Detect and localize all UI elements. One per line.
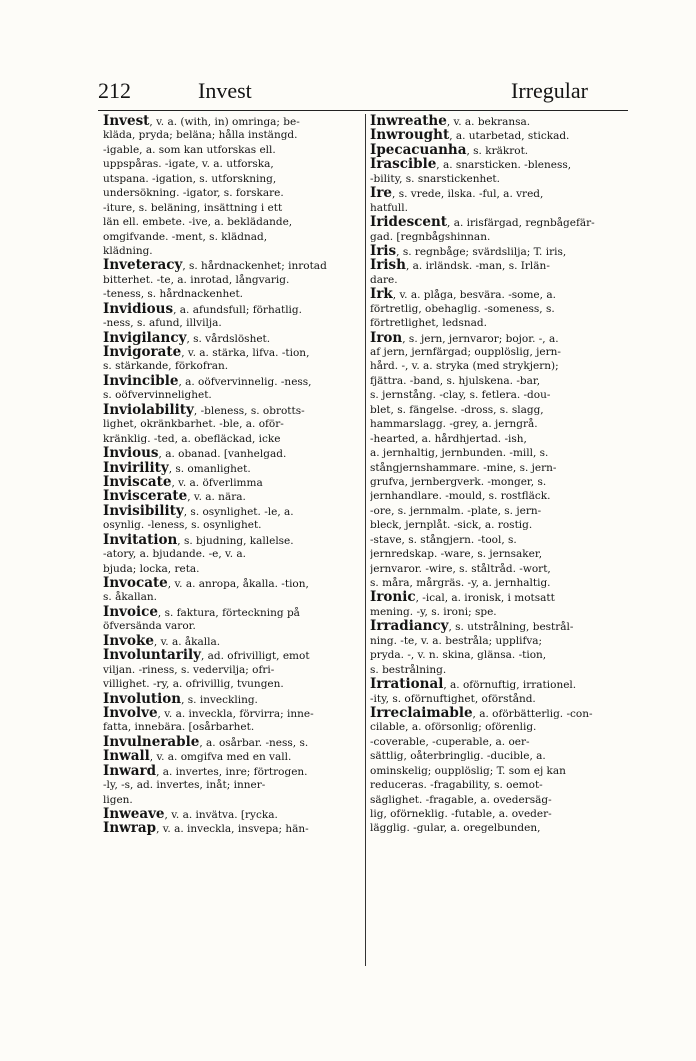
dictionary-line: reduceras. -fragability, s. oemot- [370, 779, 543, 792]
dictionary-line: Involuntarily, ad. ofrivilligt, emot [103, 648, 310, 663]
dictionary-line: Invincible, a. oöfvervinnelig. -ness, [103, 373, 312, 389]
dictionary-line: -igable, a. som kan utforskas ell. [103, 143, 276, 156]
dictionary-line: Inwrought, a. utarbetad, stickad. [370, 128, 570, 143]
dictionary-line: Inweave, v. a. invätva. [rycka. [103, 807, 278, 822]
dictionary-line: s. jernstång. -clay, s. fetlera. -dou- [370, 389, 551, 402]
dictionary-line: gad. [regnbågshinnan. [370, 230, 491, 243]
dictionary-line: cilable, a. oförsonlig; oförenlig. [370, 721, 537, 734]
dictionary-line: Invigilancy, s. vårdslöshet. [103, 330, 271, 345]
dictionary-line: s. måra, mårgräs. -y, a. jernhaltig. [370, 577, 551, 589]
dictionary-line: grufva, jernbergverk. -monger, s. [370, 475, 547, 488]
dictionary-line: säglighet. -fragable, a. ovedersäg- [370, 793, 552, 806]
dictionary-line: fatta, innebära. [osårbarhet. [103, 721, 255, 734]
dictionary-line: dare. [370, 273, 398, 286]
dictionary-line: Inviscerate, v. a. nära. [103, 489, 246, 504]
dictionary-line: Inwreathe, v. a. bekransa. [370, 114, 531, 129]
dictionary-line: -coverable, -cuperable, a. oer- [370, 735, 530, 748]
dictionary-line: Iridescent, a. irisfärgad, regnbågefär- [370, 215, 595, 230]
dictionary-line: pryda. -, v. n. skina, glänsa. -tion, [370, 649, 547, 662]
dictionary-line: hård. -, v. a. stryka (med strykjern); [370, 360, 559, 373]
dictionary-line: sättlig, oåterbringlig. -ducible, a. [370, 750, 546, 763]
dictionary-line: Inwrap, v. a. inveckla, insvepa; hän- [103, 821, 309, 836]
dictionary-line: s. stärkande, förkofran. [103, 360, 229, 373]
dictionary-line: Inwall, v. a. omgifva med en vall. [103, 749, 292, 764]
dictionary-line: kläda, pryda; beläna; hålla instängd. [103, 129, 298, 142]
dictionary-line: hammarslagg. -grey, a. jerngrå. [370, 418, 538, 431]
dictionary-line: jernredskap. -ware, s. jernsaker, [370, 548, 543, 561]
dictionary-line: -atory, a. bjudande. -e, v. a. [103, 548, 247, 561]
dictionary-line: ligen. [103, 793, 133, 806]
dictionary-line: Irrational, a. oförnuftig, irrationel. [370, 677, 577, 692]
column-divider [365, 114, 366, 966]
dictionary-line: Ire, s. vrede, ilska. -ful, a. vred, [370, 186, 544, 201]
dictionary-line: Invitation, s. bjudning, kallelse. [103, 532, 294, 548]
right-column [370, 114, 632, 836]
dictionary-line: Invidious, a. afundsfull; förhatlig. [103, 301, 302, 317]
dictionary-line: Ironic, -ical, a. ironisk, i motsatt [370, 590, 555, 605]
dictionary-line: Invigorate, v. a. stärka, lifva. -tion, [103, 345, 310, 360]
dictionary-line: -iture, s. beläning, insättning i ett [103, 201, 283, 214]
dictionary-line: osynlig. -leness, s. osynlighet. [103, 519, 262, 532]
dictionary-line: viljan. -riness, s. vedervilja; ofri- [103, 663, 275, 676]
dictionary-line: Inviscate, v. a. öfverlimma [103, 474, 263, 490]
dictionary-line: Irreclaimable, a. oförbätterlig. -con- [370, 705, 593, 721]
dictionary-line: klädning. [103, 244, 153, 257]
dictionary-line: bleck, jernplåt. -sick, a. rostig. [370, 519, 533, 532]
dictionary-line: jernhandlare. -mould, s. rostfläck. [370, 490, 551, 503]
dictionary-line: uppspåras. -igate, v. a. utforska, [103, 158, 274, 171]
dictionary-line: hatfull. [370, 201, 408, 214]
dictionary-line: lighet, okränkbarhet. -ble, a. oför- [103, 418, 284, 431]
dictionary-line: Irascible, a. snarsticken. -bleness, [370, 157, 572, 172]
dictionary-line: s. bestrålning. [370, 663, 447, 676]
dictionary-line: villighet. -ry, a. ofrivillig, tvungen. [103, 678, 284, 691]
dictionary-line: ning. -te, v. a. bestråla; upplifva; [370, 634, 543, 647]
dictionary-line: lägglig. -gular, a. oregelbunden, [370, 822, 541, 835]
dictionary-line: Involve, v. a. inveckla, förvirra; inne- [103, 705, 314, 721]
dictionary-line: Invious, a. obanad. [vanhelgad. [103, 446, 287, 461]
dictionary-line: a. jernhaltig, jernbunden. -mill, s. [370, 447, 549, 460]
page-number: 212 [98, 78, 131, 103]
dictionary-line: bitterhet. -te, a. inrotad, långvarig. [103, 273, 290, 286]
guide-word-left: Invest [198, 78, 252, 103]
dictionary-line: Invisibility, s. osynlighet. -le, a. [103, 503, 294, 519]
dictionary-line: Inveteracy, s. hårdnackenhet; inrotad [103, 258, 327, 273]
dictionary-line: Involution, s. inveckling. [103, 691, 258, 706]
dictionary-line: län ell. embete. -ive, a. beklädande, [103, 216, 293, 229]
dictionary-line: Ipecacuanha, s. kräkrot. [370, 142, 529, 158]
header-rule [98, 110, 628, 111]
dictionary-line: Invirility, s. omanlighet. [103, 460, 251, 475]
dictionary-line: -ore, s. jernmalm. -plate, s. jern- [370, 504, 542, 517]
dictionary-line: Invoice, s. faktura, förteckning på [103, 604, 300, 620]
dictionary-line: stångjernshammare. -mine, s. jern- [370, 461, 557, 474]
dictionary-line: af jern, jernfärgad; oupplöslig, jern- [370, 346, 561, 358]
dictionary-line: -stave, s. stångjern. -tool, s. [370, 533, 517, 546]
dictionary-line: förtretlighet, ledsnad. [370, 317, 487, 330]
dictionary-line: Inward, a. invertes, inre; förtrogen. [103, 763, 308, 779]
guide-word-right: Irregular [511, 78, 588, 103]
dictionary-line: Iris, s. regnbåge; svärdslilja; T. iris, [370, 243, 567, 259]
dictionary-line: s. åkallan. [103, 591, 158, 604]
dictionary-line: Invoke, v. a. åkalla. [103, 633, 221, 649]
dictionary-line: bjuda; locka, reta. [103, 562, 200, 575]
dictionary-line: öfversända varor. [103, 620, 196, 633]
dictionary-line: Iron, s. jern, jernvaror; bojor. -, a. [370, 330, 559, 345]
dictionary-line: Invest, v. a. (with, in) omringa; be- [103, 114, 300, 129]
dictionary-line: -hearted, a. hårdhjertad. -ish, [370, 432, 527, 445]
dictionary-line: Irk, v. a. plåga, besvära. -some, a. [370, 287, 556, 302]
dictionary-line: Invocate, v. a. anropa, åkalla. -tion, [103, 576, 309, 591]
dictionary-line: mening. -y, s. ironi; spe. [370, 605, 497, 618]
dictionary-line: jernvaror. -wire, s. ståltråd. -wort, [370, 562, 551, 575]
dictionary-line: fjättra. -band, s. hjulskena. -bar, [370, 374, 541, 387]
dictionary-line: förtretlig, obehaglig. -someness, s. [370, 302, 555, 315]
dictionary-line: Irish, a. irländsk. -man, s. Irlän- [370, 258, 550, 273]
dictionary-line: undersökning. -igator, s. forskare. [103, 187, 284, 200]
dictionary-line: ominskelig; oupplöslig; T. som ej kan [370, 764, 566, 777]
dictionary-line: Invulnerable, a. osårbar. -ness, s. [103, 734, 309, 750]
dictionary-line: kränklig. -ted, a. obefläckad, icke [103, 432, 281, 445]
dictionary-line: blet, s. fängelse. -dross, s. slagg, [370, 403, 544, 416]
dictionary-line: utspana. -igation, s. utforskning, [103, 172, 277, 185]
dictionary-line: s. oöfvervinnelighet. [103, 389, 212, 402]
dictionary-line: omgifvande. -ment, s. klädnad, [103, 230, 268, 243]
dictionary-line: -ity, s. oförnuftighet, oförstånd. [370, 692, 536, 705]
dictionary-line: -ness, s. afund, illvilja. [103, 317, 222, 330]
dictionary-line: lig, oförneklig. -futable, a. oveder- [370, 808, 552, 820]
dictionary-line: Irradiancy, s. utstrålning, bestrål- [370, 619, 574, 634]
dictionary-line: -ly, -s, ad. invertes, inåt; inner- [103, 779, 266, 792]
dictionary-line: Inviolability, -bleness, s. obrotts- [103, 402, 305, 418]
left-column [103, 114, 361, 836]
dictionary-line: -bility, s. snarstickenhet. [370, 172, 500, 185]
dictionary-line: -teness, s. hårdnackenhet. [103, 288, 244, 301]
